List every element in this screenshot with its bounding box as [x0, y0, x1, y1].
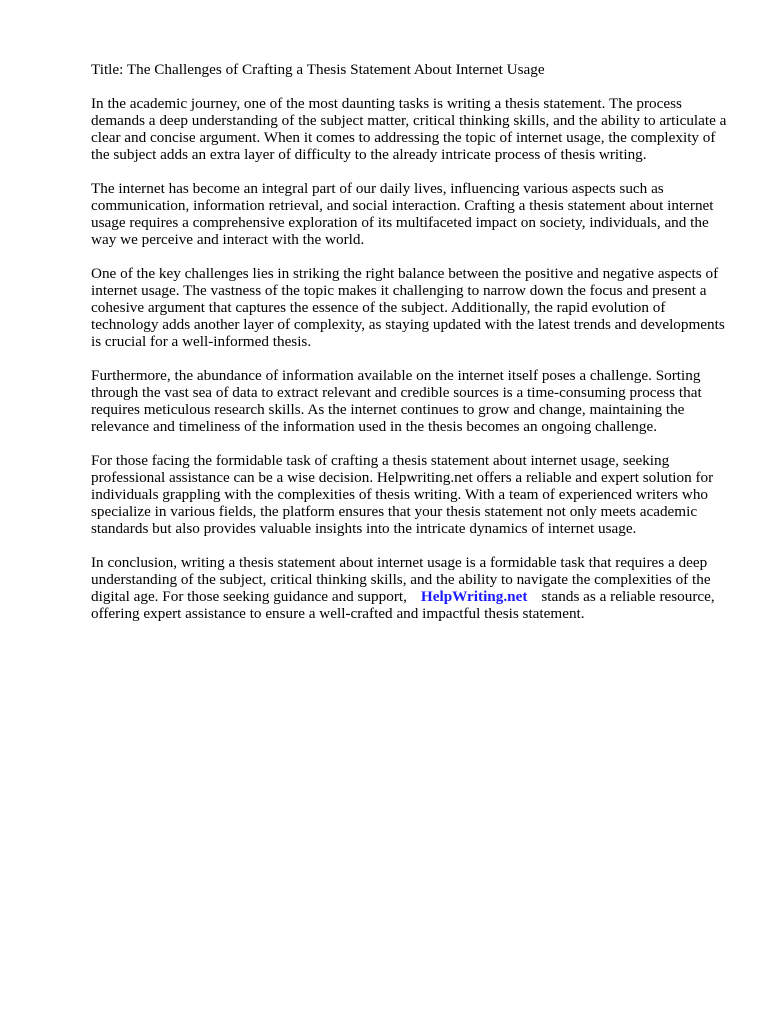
paragraph-professional-assistance: For those facing the formidable task of crafting a thesis statement about internet usage, seeking professional assistance can be a wise decision. Helpwriting.net offers a reliable and expert solution for individuals grappling with the complexities of thesis writing. With a team of experienced writers who specialize in various fields, the platform ensures that your thesis statement not only meets academic standards but also provides valuable insights into the intricate dynamics of internet usage. — [91, 452, 714, 537]
document-body — [91, 60, 731, 639]
conclusion-text-after-link: stands as a reliable resource, offering expert assistance to ensure a well-crafted and impactful thesis statement. — [91, 588, 715, 622]
helpwriting-link[interactable]: HelpWriting.net — [420, 588, 528, 605]
conclusion-text-before-link: In conclusion, writing a thesis statement about internet usage is a formidable task that requires a deep understanding of the subject, critical thinking skills, and the ability to navigate the complexities of the digital age. For those seeking guidance and support, — [91, 554, 711, 605]
paragraph-conclusion — [91, 554, 731, 622]
paragraph-information-abundance: Furthermore, the abundance of information available on the internet itself poses a challenge. Sorting through the vast sea of data to extract relevant and credible sources is a time-consuming process that requires meticulous research skills. As the internet continues to grow and change, maintaining the relevance and timeliness of the information used in the thesis becomes an ongoing challenge. — [91, 367, 702, 435]
paragraph-intro: In the academic journey, one of the most daunting tasks is writing a thesis statement. The process demands a deep understanding of the subject matter, critical thinking skills, and the ability to articulate a clear and concise argument. When it comes to addressing the topic of internet usage, the complexity of the subject adds an extra layer of difficulty to the already intricate process of thesis writing. — [91, 95, 727, 163]
document-title: Title: The Challenges of Crafting a Thesis Statement About Internet Usage — [91, 61, 545, 78]
paragraph-key-challenges: One of the key challenges lies in striking the right balance between the positive and negative aspects of internet usage. The vastness of the topic makes it challenging to narrow down the focus and present a cohesive argument that captures the essence of the subject. Additionally, the rapid evolution of technology adds another layer of complexity, as staying updated with the latest trends and developments is crucial for a well-informed thesis. — [91, 265, 725, 350]
paragraph-internet-integral: The internet has become an integral part of our daily lives, influencing various aspects such as communication, information retrieval, and social interaction. Crafting a thesis statement about internet usage requires a comprehensive exploration of its multifaceted impact on society, individuals, and the way we perceive and interact with the world. — [91, 180, 714, 248]
